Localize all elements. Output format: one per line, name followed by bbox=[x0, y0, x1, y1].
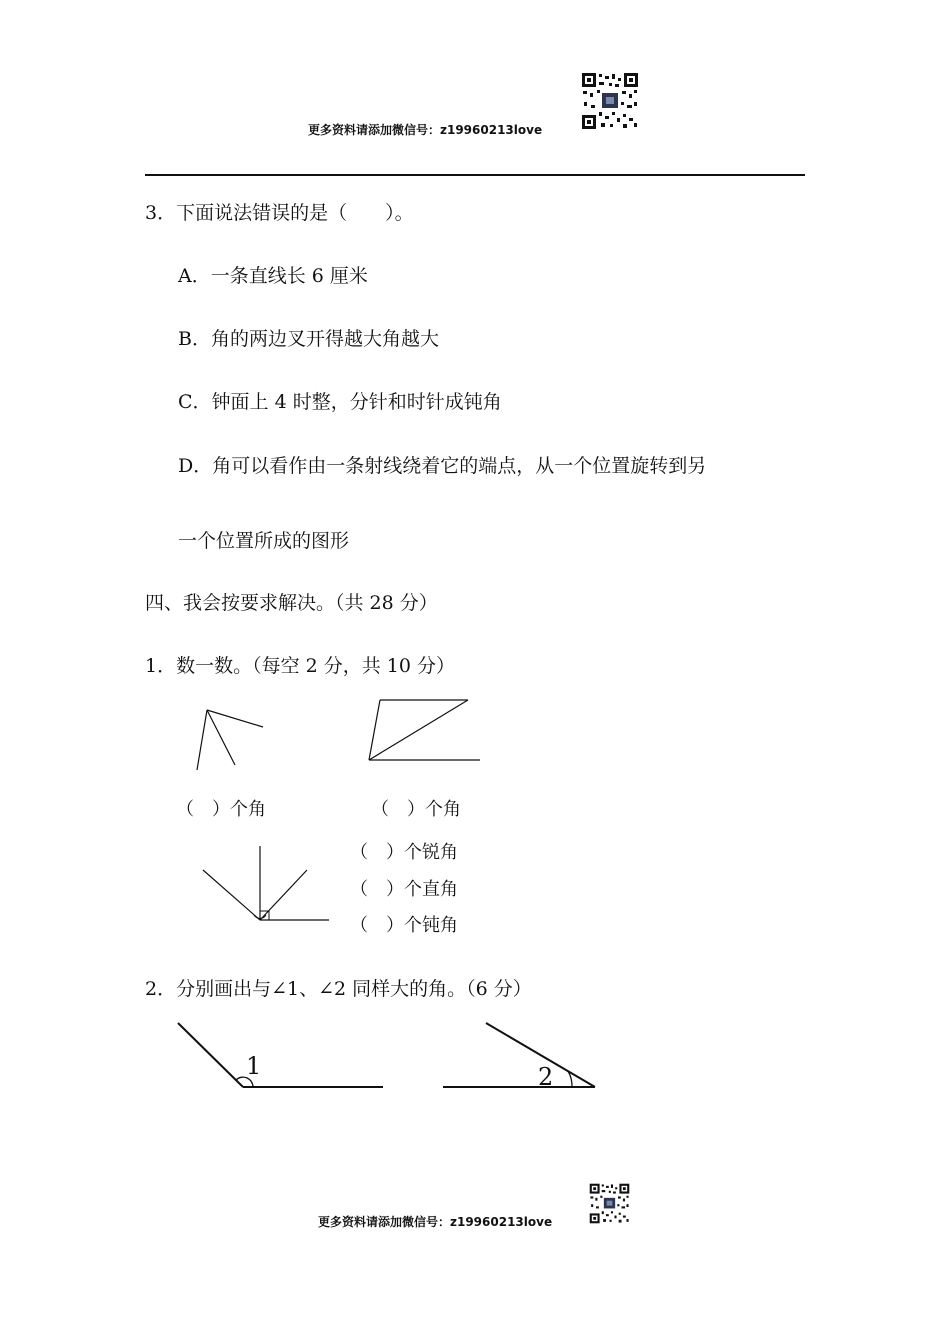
footer-text: 更多资料请添加微信号：z19960213love bbox=[318, 1215, 553, 1229]
q3-option-b: B．角的两边叉开得越大角越大 bbox=[178, 328, 439, 350]
q3-title: 3．下面说法错误的是（ ）。 bbox=[145, 202, 414, 224]
q2-title: 2．分别画出与∠1、∠2 同样大的角。（6 分） bbox=[145, 978, 532, 1000]
header-text: 更多资料请添加微信号：z19960213love bbox=[308, 123, 543, 137]
figure-angles-a bbox=[190, 700, 270, 775]
angle-1-label: 1 bbox=[246, 1052, 262, 1080]
q1-blank-5[interactable]: （ ）个钝角 bbox=[350, 915, 458, 936]
figure-angle-1 bbox=[170, 1015, 390, 1095]
q3-option-d-line2: 一个位置所成的图形 bbox=[178, 530, 350, 552]
figure-angle-2 bbox=[438, 1015, 603, 1095]
q3-option-c: C．钟面上 4 时整，分针和时针成钝角 bbox=[178, 391, 502, 413]
figure-angles-c bbox=[195, 840, 335, 930]
qr-code-icon bbox=[589, 1183, 630, 1224]
q1-title: 1．数一数。（每空 2 分，共 10 分） bbox=[145, 655, 456, 677]
section4-title: 四、我会按要求解决。（共 28 分） bbox=[145, 592, 438, 614]
angle-2-label: 2 bbox=[538, 1063, 554, 1091]
q3-option-a: A．一条直线长 6 厘米 bbox=[178, 265, 368, 287]
q1-blank-3[interactable]: （ ）个锐角 bbox=[350, 842, 458, 863]
q1-blank-1[interactable]: （ ）个角 bbox=[176, 799, 266, 820]
figure-angles-b bbox=[360, 695, 485, 765]
qr-code-icon bbox=[581, 72, 639, 130]
q1-blank-2[interactable]: （ ）个角 bbox=[371, 799, 461, 820]
q1-blank-4[interactable]: （ ）个直角 bbox=[350, 879, 458, 900]
header-divider bbox=[145, 174, 805, 176]
q3-option-d-line1: D．角可以看作由一条射线绕着它的端点，从一个位置旋转到另 bbox=[178, 455, 707, 477]
